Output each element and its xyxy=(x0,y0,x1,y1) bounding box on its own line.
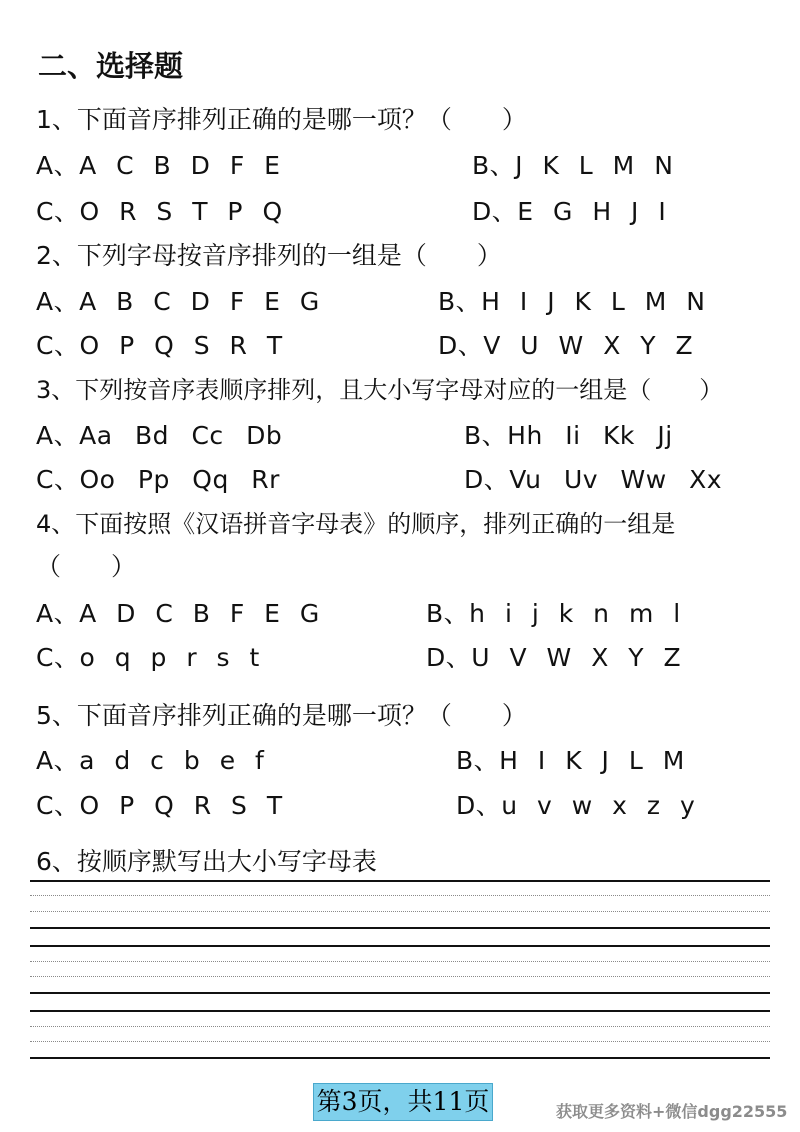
question-5-option-c: C、O P Q R S T xyxy=(36,791,283,820)
question-5-option-d: D、u v w x z y xyxy=(456,791,696,820)
writing-line xyxy=(30,945,770,947)
writing-guide-line xyxy=(30,911,770,912)
question-1-option-b: B、J K L M N xyxy=(472,151,674,180)
question-2-option-a: A、A B C D F E G xyxy=(36,287,320,316)
question-3-stem: 3、下列按音序表顺序排列，且大小写字母对应的一组是（ ） xyxy=(36,376,724,404)
question-4-option-c: C、o q p r s t xyxy=(36,643,260,672)
writing-guide-line xyxy=(30,1026,770,1027)
question-3-option-d: D、Vu Uv Ww Xx xyxy=(464,465,723,494)
question-3-option-a: A、Aa Bd Cc Db xyxy=(36,421,283,450)
watermark-text: 获取更多资料+微信dgg22555 xyxy=(556,1102,788,1121)
question-1-option-d: D、E G H J I xyxy=(472,197,667,226)
question-2-stem: 2、下列字母按音序排列的一组是（ ） xyxy=(36,241,502,270)
question-4-option-d: D、U V W X Y Z xyxy=(426,643,682,672)
page-number: 第3页，共11页 xyxy=(313,1083,493,1121)
question-5-option-b: B、H I K J L M xyxy=(456,746,685,775)
writing-line xyxy=(30,992,770,994)
question-2-option-b: B、H I J K L M N xyxy=(438,287,706,316)
question-1-stem: 1、下面音序排列正确的是哪一项？（ ） xyxy=(36,105,527,134)
question-4-option-b: B、h i j k n m l xyxy=(426,599,681,628)
question-6-stem: 6、按顺序默写出大小写字母表 xyxy=(36,847,377,876)
question-3-option-c: C、Oo Pp Qq Rr xyxy=(36,465,280,494)
writing-guide-line xyxy=(30,976,770,977)
question-5-stem: 5、下面音序排列正确的是哪一项？（ ） xyxy=(36,701,527,730)
question-1-option-a: A、A C B D F E xyxy=(36,151,281,180)
question-4-stem-continued: （ ） xyxy=(36,552,137,581)
writing-guide-line xyxy=(30,1041,770,1042)
question-3-option-b: B、Hh Ii Kk Jj xyxy=(464,421,673,450)
question-5-option-a: A、a d c b e f xyxy=(36,746,265,775)
question-4-stem: 4、下面按照《汉语拼音字母表》的顺序，排列正确的一组是 xyxy=(36,510,676,538)
writing-line xyxy=(30,1057,770,1059)
question-2-option-c: C、O P Q S R T xyxy=(36,331,283,360)
writing-guide-line xyxy=(30,895,770,896)
writing-line xyxy=(30,927,770,929)
section-title: 二、选择题 xyxy=(38,49,184,83)
writing-guide-line xyxy=(30,961,770,962)
writing-line xyxy=(30,1010,770,1012)
writing-line xyxy=(30,880,770,882)
question-4-option-a: A、A D C B F E G xyxy=(36,599,320,628)
question-1-option-c: C、O R S T P Q xyxy=(36,197,283,226)
question-2-option-d: D、V U W X Y Z xyxy=(438,331,694,360)
